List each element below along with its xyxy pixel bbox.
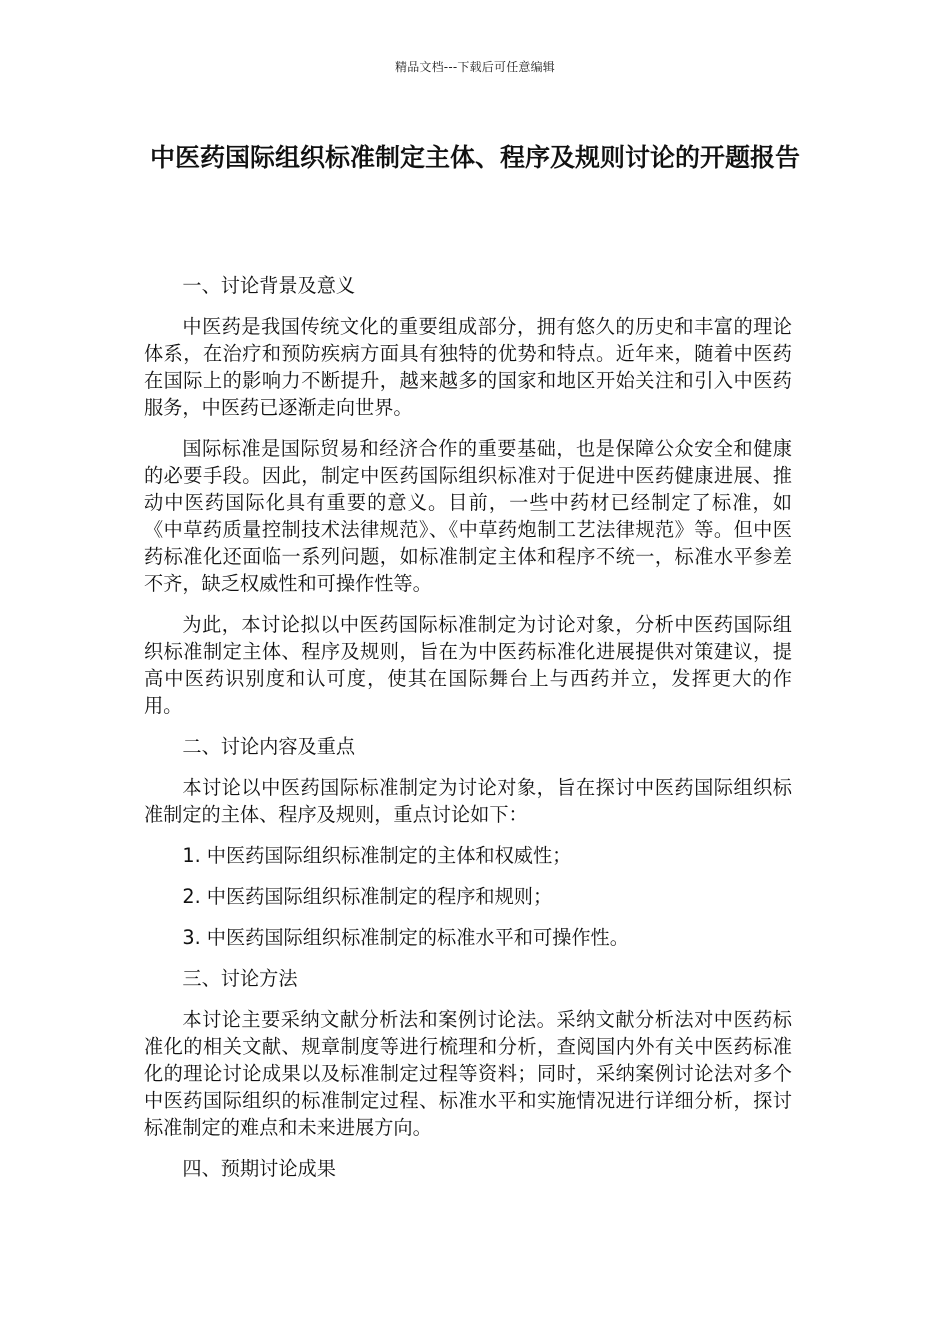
section-heading-method: 三、讨论方法 [182, 967, 298, 990]
paragraph: 为此，本讨论拟以中医药国际标准制定为讨论对象，分析中医药国际组织标准制定主体、程序及规则，旨在为中医药标准化进展提供对策建议，提高中医药识别度和认可度，使其在国际舞台上与西药并立，发挥更大的作用。 [144, 613, 792, 717]
list-item: 3. 中医药国际组织标准制定的标准水平和可操作性。 [182, 926, 629, 949]
section-heading-background: 一、讨论背景及意义 [182, 274, 356, 297]
list-item: 2. 中医药国际组织标准制定的程序和规则； [182, 885, 553, 908]
paragraph: 本讨论以中医药国际标准制定为讨论对象，旨在探讨中医药国际组织标准制定的主体、程序及规则，重点讨论如下： [144, 776, 792, 826]
list-item: 1. 中医药国际组织标准制定的主体和权威性； [182, 844, 572, 867]
paragraph: 中医药是我国传统文化的重要组成部分，拥有悠久的历史和丰富的理论体系，在治疗和预防疾病方面具有独特的优势和特点。近年来，随着中医药在国际上的影响力不断提升，越来越多的国家和地区开始关注和引入中医药服务，中医药已逐渐走向世界。 [144, 315, 792, 419]
paragraph: 本讨论主要采纳文献分析法和案例讨论法。采纳文献分析法对中医药标准化的相关文献、规章制度等进行梳理和分析，查阅国内外有关中医药标准化的理论讨论成果以及标准制定过程等资料；同时，采纳案例讨论法对多个中医药国际组织的标准制定过程、标准水平和实施情况进行详细分析，探讨标准制定的难点和未来进展方向。 [144, 1008, 792, 1139]
section-heading-content: 二、讨论内容及重点 [182, 735, 356, 758]
paragraph: 国际标准是国际贸易和经济合作的重要基础，也是保障公众安全和健康的必要手段。因此，制定中医药国际组织标准对于促进中医药健康进展、推动中医药国际化具有重要的意义。目前，一些中药材已经制定了标准，如《中草药质量控制技术法律规范》、《中草药炮制工艺法律规范》等。但中医药标准化还面临一系列问题，如标准制定主体和程序不统一，标准水平参差不齐，缺乏权威性和可操作性等。 [144, 437, 792, 595]
document-body [144, 272, 792, 1196]
section-heading-results: 四、预期讨论成果 [182, 1157, 336, 1180]
page-header: 精品文档---下载后可任意编辑 [395, 60, 555, 74]
document-title: 中医药国际组织标准制定主体、程序及规则讨论的开题报告 [149, 143, 800, 172]
